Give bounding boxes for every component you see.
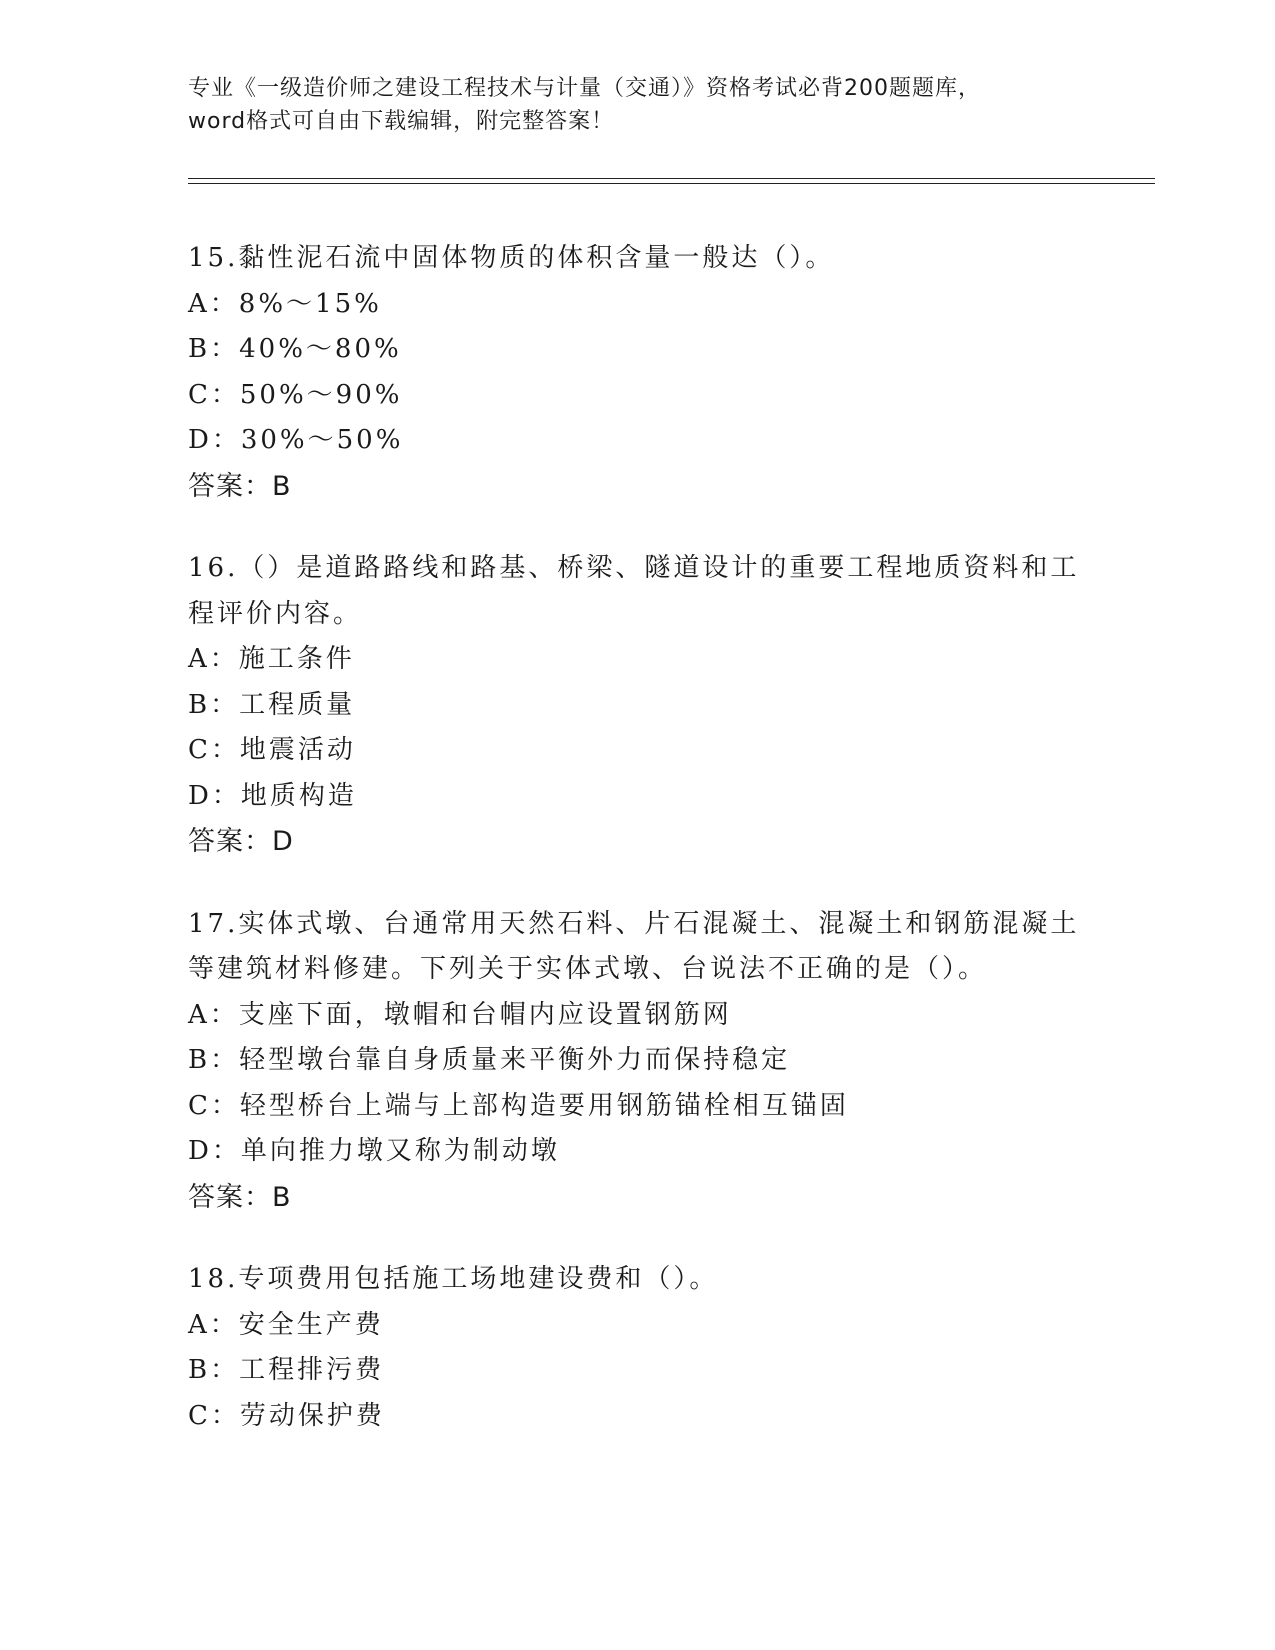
option-a: A：安全生产费 bbox=[188, 1309, 384, 1340]
option-b: B：轻型墩台靠自身质量来平衡外力而保持稳定 bbox=[188, 1045, 791, 1075]
option-d: D：30%～50% bbox=[188, 425, 404, 455]
option-d: D：单向推力墩又称为制动墩 bbox=[188, 1136, 560, 1166]
option-c: C：50%～90% bbox=[188, 379, 403, 410]
answer: 答案：B bbox=[188, 470, 292, 502]
question-stem: 18.专项费用包括施工场地建设费和（）。 bbox=[188, 1264, 719, 1294]
option-a: A：支座下面，墩帽和台帽内应设置钢筋网 bbox=[188, 999, 732, 1030]
option-b: B：工程排污费 bbox=[188, 1355, 385, 1385]
option-c: C：地震活动 bbox=[188, 735, 356, 765]
question-list bbox=[188, 236, 1088, 1476]
question-17 bbox=[188, 902, 1088, 1221]
answer: 答案：B bbox=[188, 1181, 292, 1213]
document-header bbox=[188, 72, 1068, 138]
option-c: C：劳动保护费 bbox=[188, 1400, 385, 1431]
question-stem-line-1: 17.实体式墩、台通常用天然石料、片石混凝土、混凝土和钢筋混凝土 bbox=[188, 908, 1080, 939]
header-divider-top bbox=[188, 178, 1155, 179]
question-16 bbox=[188, 546, 1088, 865]
question-stem-line-2: 程评价内容。 bbox=[188, 598, 363, 629]
question-stem-line-1: 16.（）是道路路线和路基、桥梁、隧道设计的重要工程地质资料和工 bbox=[188, 553, 1080, 583]
option-b: B：工程质量 bbox=[188, 689, 356, 720]
header-line-1: 专业《一级造价师之建设工程技术与计量（交通）》资格考试必背200题题库， bbox=[188, 76, 981, 101]
question-stem: 15.黏性泥石流中固体物质的体积含量一般达（）。 bbox=[188, 243, 835, 273]
option-a: A：施工条件 bbox=[188, 644, 355, 674]
option-b: B：40%～80% bbox=[188, 334, 402, 364]
question-15 bbox=[188, 236, 1088, 509]
question-stem-line-2: 等建筑材料修建。下列关于实体式墩、台说法不正确的是（）。 bbox=[188, 954, 988, 984]
header-divider-bottom bbox=[188, 183, 1155, 184]
option-d: D：地质构造 bbox=[188, 780, 357, 811]
header-line-2: word格式可自由下载编辑，附完整答案！ bbox=[188, 109, 615, 134]
option-a: A：8%～15% bbox=[188, 288, 382, 319]
question-18 bbox=[188, 1257, 1088, 1439]
answer: 答案：D bbox=[188, 826, 294, 857]
option-c: C：轻型桥台上端与上部构造要用钢筋锚栓相互锚固 bbox=[188, 1090, 849, 1121]
